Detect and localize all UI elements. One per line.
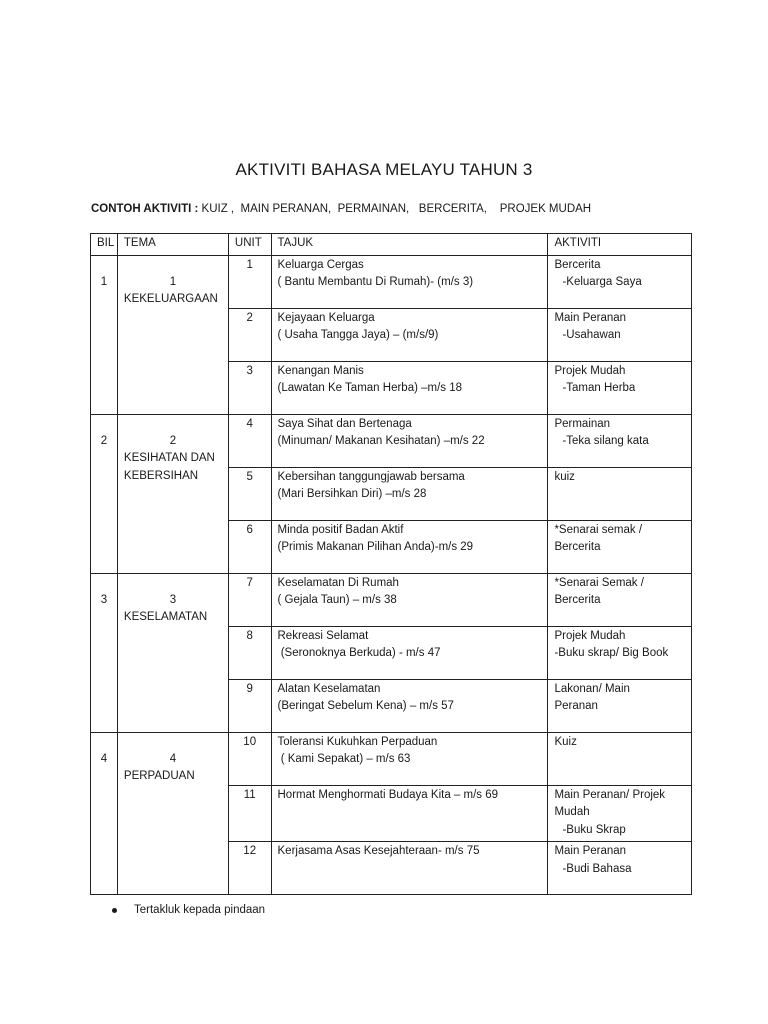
header-aktiviti: AKTIVITI [548,234,692,256]
tajuk-cell [271,467,548,520]
aktiviti-cell [548,361,692,414]
aktiviti-main: Projek Mudah [554,364,626,377]
tajuk-subtitle: ( Kami Sepakat) – m/s 63 [277,753,411,765]
tajuk-cell [271,414,548,467]
tajuk-subtitle: (Lawatan Ke Taman Herba) –m/s 18 [277,382,463,394]
table-row [91,732,692,785]
bullet-icon [112,908,117,913]
header-bil: BIL [91,234,118,256]
table-row [91,255,692,308]
tajuk-cell [271,573,548,626]
tajuk-cell [271,255,548,308]
unit-cell: 11 [228,785,271,842]
tajuk-title: Minda positif Badan Aktif [277,523,404,536]
tajuk-title: Kerjasama Asas Kesejahteraan- m/s 75 [277,845,480,857]
unit-cell: 5 [228,467,271,520]
tajuk-cell [271,785,548,842]
unit-cell: 8 [228,626,271,679]
aktiviti-detail: -Buku Skrap [562,823,626,836]
aktiviti-main: Main Peranan/ Projek Mudah [554,788,666,818]
aktiviti-main: Kuiz [554,735,577,748]
tema-name: PERPADUAN [123,770,195,782]
aktiviti-cell [548,626,692,679]
table-header-row [91,234,692,256]
tajuk-subtitle: (Primis Makanan Pilihan Anda)-m/s 29 [277,541,474,553]
table-row [91,414,692,467]
aktiviti-main: kuiz [554,470,575,483]
aktiviti-cell [548,842,692,895]
tema-number: 1 [169,275,177,288]
aktiviti-cell [548,520,692,573]
tema-number: 3 [169,593,177,606]
tajuk-subtitle: ( Gejala Taun) – m/s 38 [277,594,397,606]
unit-cell: 4 [228,414,271,467]
contoh-aktiviti-line [91,203,591,215]
tajuk-subtitle: ( Bantu Membantu Di Rumah)- (m/s 3) [277,276,474,288]
aktiviti-cell [548,573,692,626]
bil-cell: 4 [91,732,118,895]
tajuk-title: Saya Sihat dan Bertenaga [277,417,412,430]
tajuk-cell [271,842,548,895]
tajuk-cell [271,520,548,573]
tema-name: KEKELUARGAAN [123,293,218,305]
aktiviti-main: Projek Mudah [554,629,626,642]
tema-name: KESELAMATAN [123,611,208,623]
tajuk-title: Kebersihan tanggungjawab bersama [277,470,465,483]
aktiviti-main: Lakonan/ Main [554,682,630,695]
aktiviti-main: *Senarai Semak / [554,576,644,589]
bil-cell: 1 [91,255,118,414]
tema-cell [117,255,228,414]
unit-cell: 7 [228,573,271,626]
unit-cell: 3 [228,361,271,414]
aktiviti-cell [548,414,692,467]
aktiviti-main: Main Peranan [554,845,627,857]
tajuk-cell [271,679,548,732]
footnote-text: Tertakluk kepada pindaan [134,904,266,916]
tajuk-cell [271,361,548,414]
aktiviti-detail: Peranan [554,700,598,712]
tajuk-cell [271,308,548,361]
tajuk-title: Rekreasi Selamat [277,629,369,642]
unit-cell: 10 [228,732,271,785]
header-tema: TEMA [117,234,228,256]
tema-name: KESIHATAN DAN KEBERSIHAN [123,452,215,482]
tajuk-title: Kenangan Manis [277,364,364,377]
page-title: AKTIVITI BAHASA MELAYU TAHUN 3 [235,160,533,179]
tema-cell [117,414,228,573]
aktiviti-cell [548,467,692,520]
aktiviti-main: Bercerita [554,258,601,271]
aktiviti-detail: -Buku skrap/ Big Book [554,647,669,659]
tajuk-subtitle: (Minuman/ Makanan Kesihatan) –m/s 22 [277,435,485,447]
tema-number: 2 [169,434,177,447]
aktiviti-detail: Bercerita [554,541,601,553]
aktiviti-main: Main Peranan [554,311,627,324]
tema-number: 4 [169,752,177,765]
footnote [112,904,265,916]
bil-cell: 2 [91,414,118,573]
activity-table [90,233,692,895]
unit-cell: 9 [228,679,271,732]
aktiviti-detail: -Teka silang kata [562,435,649,447]
aktiviti-cell [548,308,692,361]
unit-cell: 12 [228,842,271,895]
tajuk-title: Keselamatan Di Rumah [277,576,399,589]
aktiviti-cell [548,785,692,842]
header-unit: UNIT [228,234,271,256]
tajuk-subtitle: (Mari Bersihkan Diri) –m/s 28 [277,488,427,500]
unit-cell: 1 [228,255,271,308]
tajuk-title: Alatan Keselamatan [277,682,381,695]
aktiviti-detail: -Keluarga Saya [562,276,642,288]
aktiviti-detail: Bercerita [554,594,601,606]
tajuk-title: Hormat Menghormati Budaya Kita – m/s 69 [277,788,499,801]
header-tajuk: TAJUK [271,234,548,256]
aktiviti-cell [548,732,692,785]
unit-cell: 2 [228,308,271,361]
tema-cell [117,573,228,732]
table-row [91,573,692,626]
tema-cell [117,732,228,895]
tajuk-subtitle: (Seronoknya Berkuda) - m/s 47 [277,647,441,659]
tajuk-title: Keluarga Cergas [277,258,364,271]
tajuk-title: Kejayaan Keluarga [277,311,375,324]
contoh-aktiviti-items: KUIZ , MAIN PERANAN, PERMAINAN, BERCERITA, PROJEK MUDAH [198,203,592,215]
tajuk-subtitle: (Beringat Sebelum Kena) – m/s 57 [277,700,454,712]
tajuk-cell [271,626,548,679]
tajuk-cell [271,732,548,785]
bil-cell: 3 [91,573,118,732]
aktiviti-main: Permainan [554,417,611,430]
aktiviti-main: *Senarai semak / [554,523,643,536]
contoh-aktiviti-label: CONTOH AKTIVITI : [91,203,199,215]
aktiviti-cell [548,255,692,308]
tajuk-subtitle: ( Usaha Tangga Jaya) – (m/s/9) [277,329,439,341]
aktiviti-cell [548,679,692,732]
aktiviti-detail: -Budi Bahasa [562,862,632,875]
aktiviti-detail: -Usahawan [562,329,621,341]
tajuk-title: Toleransi Kukuhkan Perpaduan [277,735,438,748]
aktiviti-detail: -Taman Herba [562,382,636,394]
unit-cell: 6 [228,520,271,573]
